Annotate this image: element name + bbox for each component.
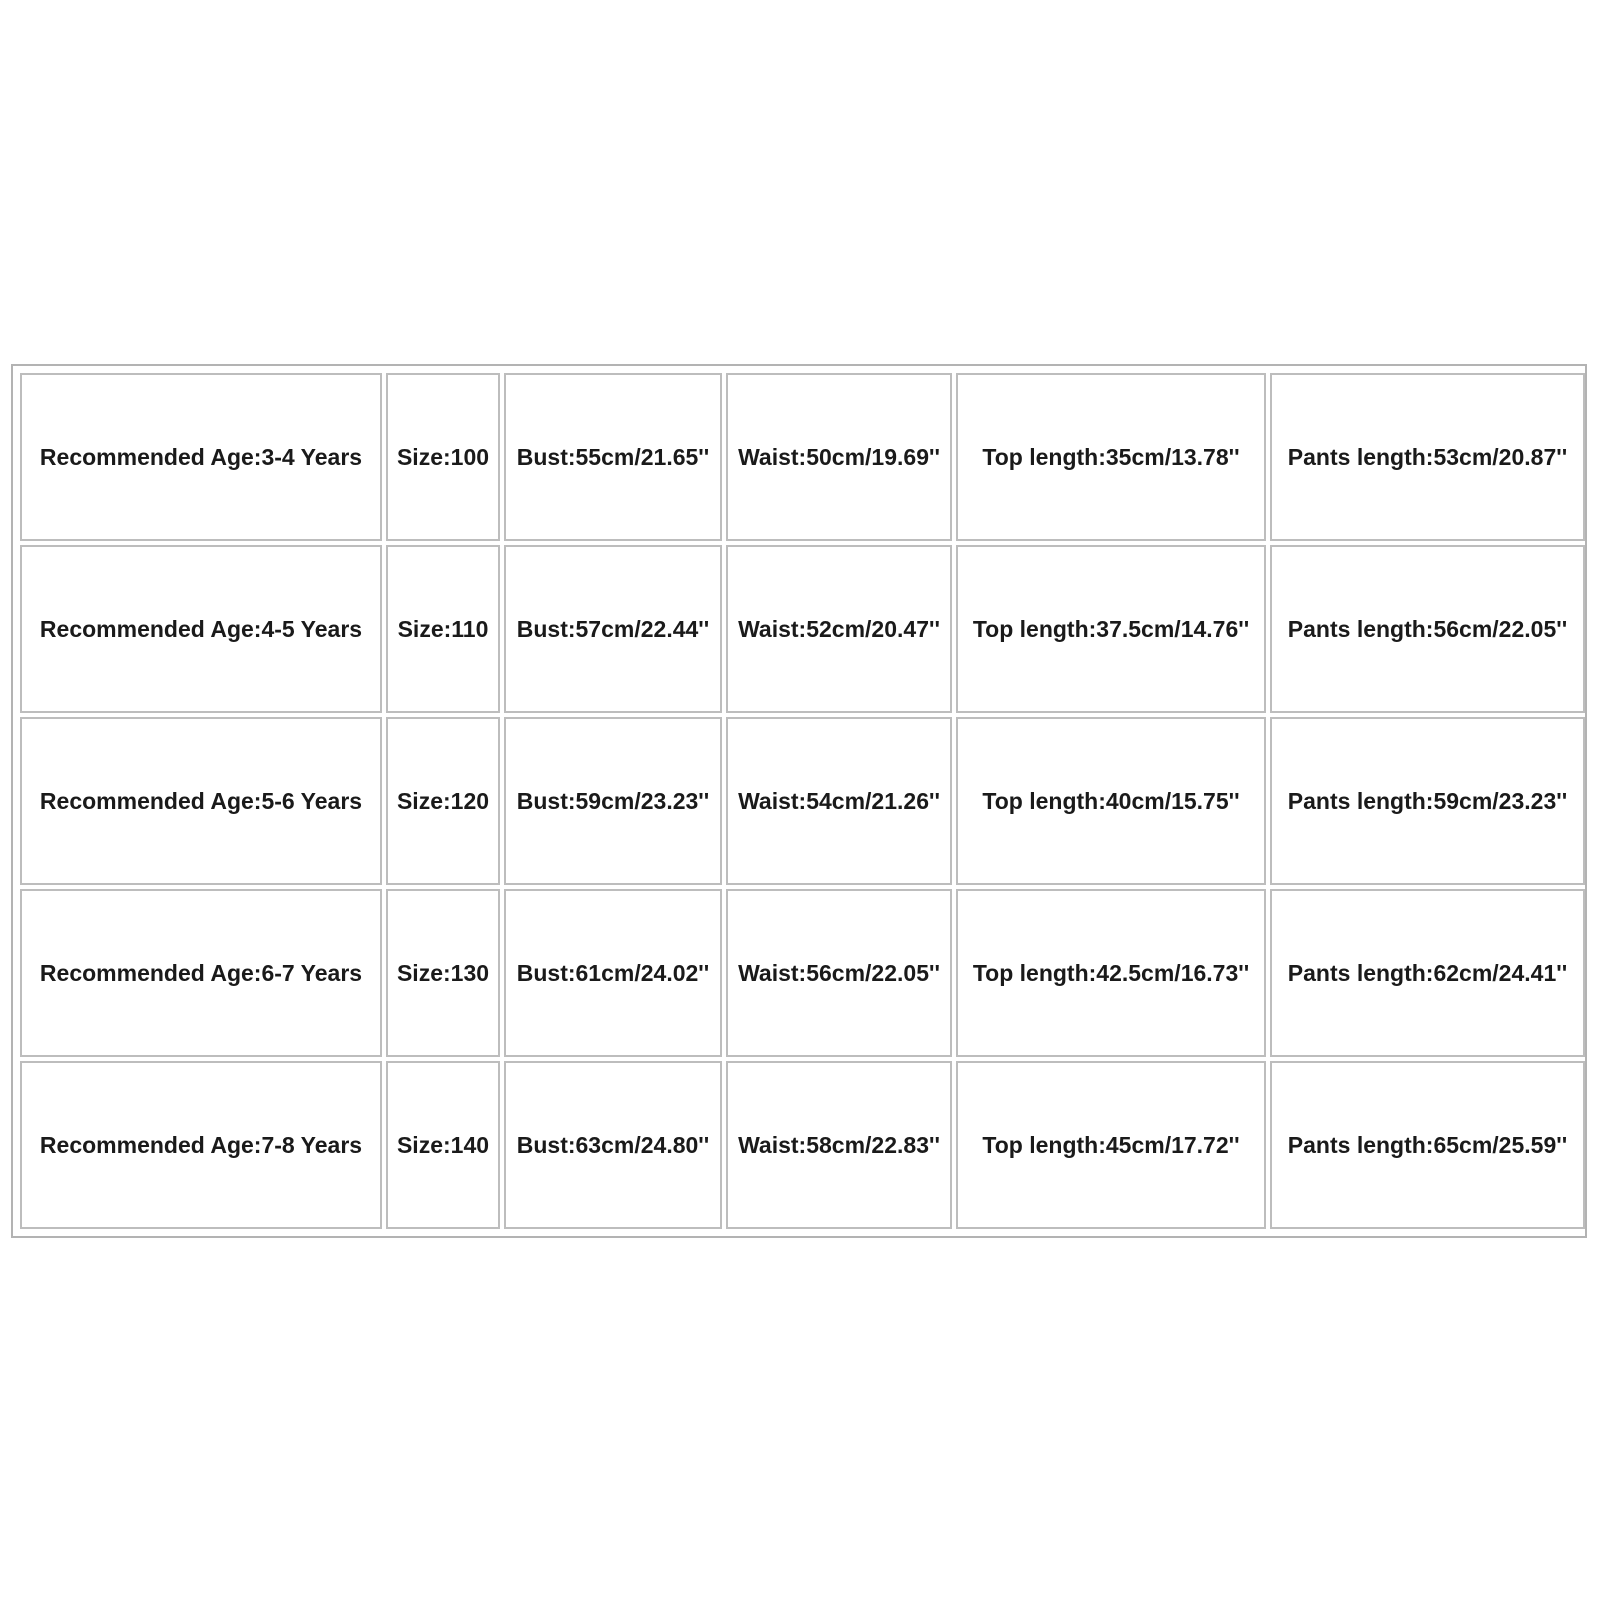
size-cell: Size:110: [386, 545, 500, 713]
age-cell: Recommended Age:4-5 Years: [20, 545, 382, 713]
top-length-cell: Top length:45cm/17.72'': [956, 1061, 1266, 1229]
size-chart: [11, 364, 1587, 1238]
age-cell: Recommended Age:5-6 Years: [20, 717, 382, 885]
pants-length-cell: Pants length:65cm/25.59'': [1270, 1061, 1585, 1229]
table-row: [20, 1061, 1585, 1229]
bust-cell: Bust:57cm/22.44'': [504, 545, 722, 713]
bust-cell: Bust:59cm/23.23'': [504, 717, 722, 885]
size-table: [16, 369, 1589, 1233]
waist-cell: Waist:52cm/20.47'': [726, 545, 952, 713]
size-cell: Size:130: [386, 889, 500, 1057]
top-length-cell: Top length:35cm/13.78'': [956, 373, 1266, 541]
table-row: [20, 373, 1585, 541]
bust-cell: Bust:55cm/21.65'': [504, 373, 722, 541]
table-row: [20, 889, 1585, 1057]
pants-length-cell: Pants length:59cm/23.23'': [1270, 717, 1585, 885]
top-length-cell: Top length:40cm/15.75'': [956, 717, 1266, 885]
table-row: [20, 717, 1585, 885]
size-cell: Size:100: [386, 373, 500, 541]
pants-length-cell: Pants length:62cm/24.41'': [1270, 889, 1585, 1057]
age-cell: Recommended Age:7-8 Years: [20, 1061, 382, 1229]
top-length-cell: Top length:37.5cm/14.76'': [956, 545, 1266, 713]
size-cell: Size:120: [386, 717, 500, 885]
age-cell: Recommended Age:6-7 Years: [20, 889, 382, 1057]
table-row: [20, 545, 1585, 713]
pants-length-cell: Pants length:56cm/22.05'': [1270, 545, 1585, 713]
waist-cell: Waist:54cm/21.26'': [726, 717, 952, 885]
bust-cell: Bust:61cm/24.02'': [504, 889, 722, 1057]
waist-cell: Waist:50cm/19.69'': [726, 373, 952, 541]
size-cell: Size:140: [386, 1061, 500, 1229]
waist-cell: Waist:58cm/22.83'': [726, 1061, 952, 1229]
waist-cell: Waist:56cm/22.05'': [726, 889, 952, 1057]
bust-cell: Bust:63cm/24.80'': [504, 1061, 722, 1229]
top-length-cell: Top length:42.5cm/16.73'': [956, 889, 1266, 1057]
pants-length-cell: Pants length:53cm/20.87'': [1270, 373, 1585, 541]
age-cell: Recommended Age:3-4 Years: [20, 373, 382, 541]
